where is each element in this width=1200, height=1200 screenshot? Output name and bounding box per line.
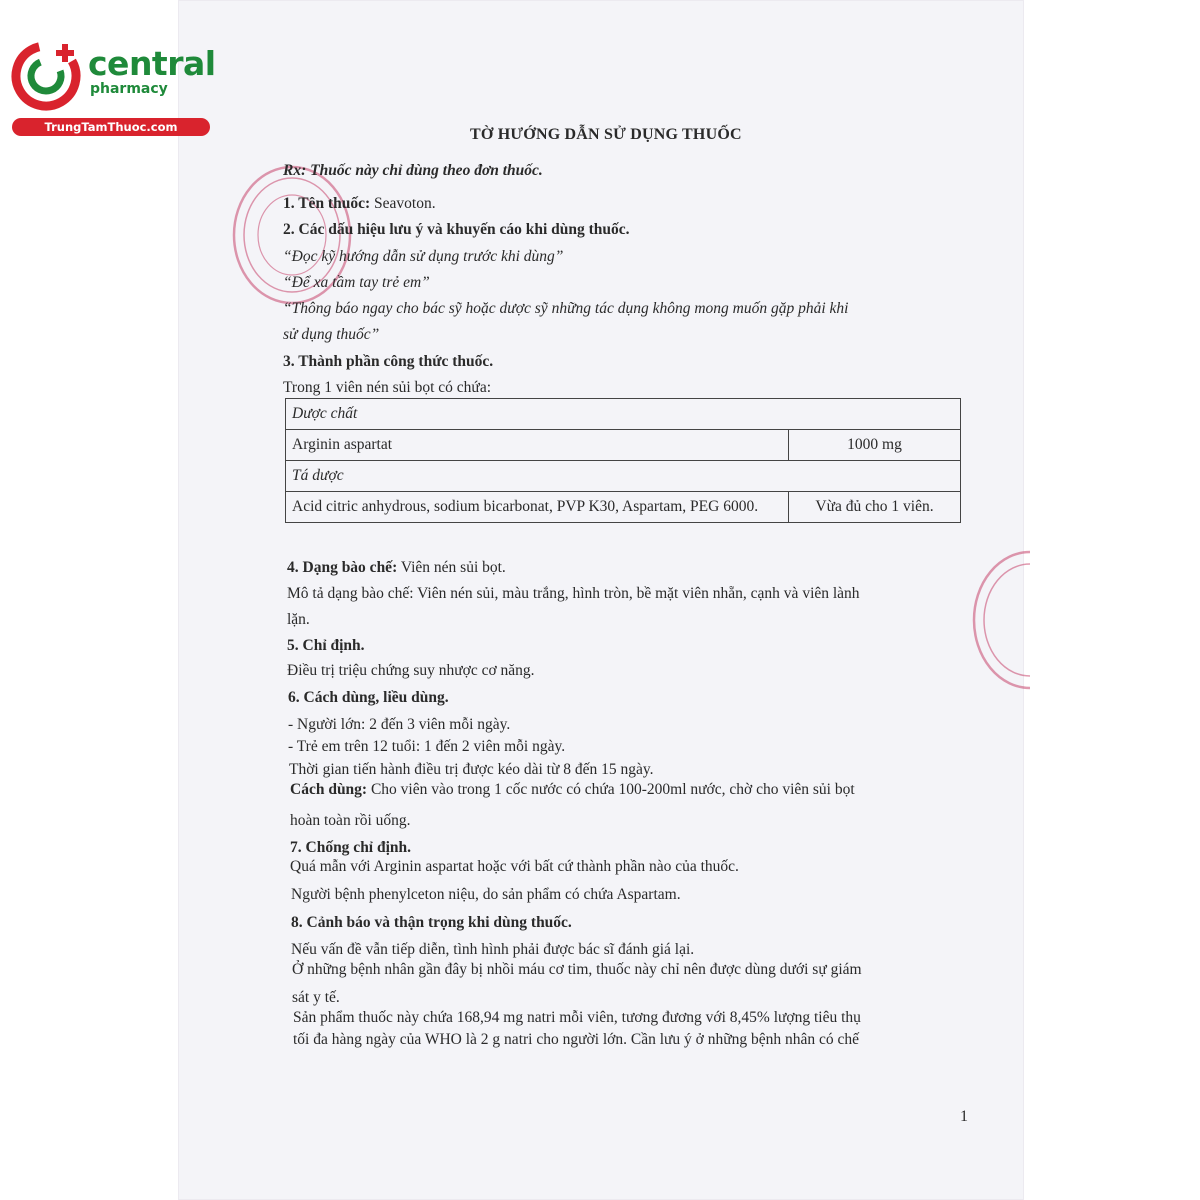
warning-quote-1: “Đọc kỹ hướng dẫn sử dụng trước khi dùng” (283, 248, 564, 265)
usage-text-a: Cho viên vào trong 1 cốc nước có chứa 100-200ml nước, chờ cho viên sủi bọt (367, 781, 855, 798)
warning-quote-3b: sử dụng thuốc” (283, 326, 380, 343)
excipient-amount: Vừa đủ cho 1 viên. (789, 492, 961, 523)
usage-label: Cách dùng: (290, 781, 368, 798)
central-pharmacy-logo[interactable] (10, 38, 216, 138)
excipient-name: Acid citric anhydrous, sodium bicarbonat, PVP K30, Aspartam, PEG 6000. (286, 492, 789, 523)
table-row (286, 399, 961, 430)
warning-2a: Ở những bệnh nhân gần đây bị nhồi máu cơ tim, thuốc này chỉ nên được dùng dưới sự giám (292, 961, 862, 978)
section-5-heading: 5. Chỉ định. (287, 637, 365, 654)
contraindication-2: Người bệnh phenylceton niệu, do sản phẩm có chứa Aspartam. (291, 886, 681, 903)
composition-table (285, 398, 961, 523)
rx-note: Rx: Thuốc này chỉ dùng theo đơn thuốc. (283, 162, 543, 179)
dosage-adult: - Người lớn: 2 đến 3 viên mỗi ngày. (288, 716, 511, 733)
section-3-intro: Trong 1 viên nén sủi bọt có chứa: (283, 379, 492, 396)
section-4-desc-a: Mô tả dạng bào chế: Viên nén sủi, màu trắng, hình tròn, bề mặt viên nhẵn, cạnh và viên lành (287, 585, 860, 602)
logo-brand: central (88, 44, 216, 83)
warning-3b: tối đa hàng ngày của WHO là 2 g natri cho người lớn. Cần lưu ý ở những bệnh nhân có chế (293, 1031, 860, 1048)
section-2-heading: 2. Các dấu hiệu lưu ý và khuyến cáo khi dùng thuốc. (283, 221, 630, 238)
warning-3a: Sản phẩm thuốc này chứa 168,94 mg natri mỗi viên, tương đương với 8,45% lượng tiêu thụ (293, 1009, 861, 1026)
logo-url[interactable]: TrungTamThuoc.com (12, 118, 210, 136)
section-6-heading: 6. Cách dùng, liều dùng. (288, 689, 449, 706)
section-1 (283, 195, 436, 213)
warning-quote-3a: “Thông báo ngay cho bác sỹ hoặc dược sỹ những tác dụng không mong muốn gặp phải khi (283, 300, 849, 317)
table-row (286, 492, 961, 523)
dosage-duration: Thời gian tiến hành điều trị được kéo dài từ 8 đến 15 ngày. (289, 761, 654, 778)
section-5-text: Điều trị triệu chứng suy nhược cơ năng. (287, 662, 535, 679)
warning-2b: sát y tế. (292, 989, 340, 1006)
usage-line-a (290, 781, 855, 799)
active-ingredient-header: Dược chất (286, 399, 961, 430)
pharmacy-cross-logo-icon (10, 38, 86, 114)
seal-stamp-right-icon (970, 545, 1030, 695)
warning-quote-2: “Để xa tầm tay trẻ em” (283, 274, 430, 291)
section-4-label: 4. Dạng bào chế: (287, 559, 398, 576)
contraindication-1: Quá mẫn với Arginin aspartat hoặc với bất cứ thành phần nào của thuốc. (290, 858, 739, 875)
active-ingredient-amount: 1000 mg (789, 430, 961, 461)
section-3-heading: 3. Thành phần công thức thuốc. (283, 353, 494, 370)
section-8-heading: 8. Cảnh báo và thận trọng khi dùng thuốc. (291, 914, 572, 931)
page-number: 1 (960, 1108, 968, 1125)
document-title: TỜ HƯỚNG DẪN SỬ DỤNG THUỐC (470, 126, 742, 143)
usage-line-b: hoàn toàn rồi uống. (290, 812, 411, 829)
section-1-value: Seavoton. (370, 195, 436, 212)
excipient-header: Tá dược (286, 461, 961, 492)
logo-sub: pharmacy (90, 81, 168, 97)
section-4 (287, 559, 506, 577)
warning-1: Nếu vấn đề vẫn tiếp diễn, tình hình phải được bác sĩ đánh giá lại. (291, 941, 695, 958)
dosage-child: - Trẻ em trên 12 tuổi: 1 đến 2 viên mỗi ngày. (288, 738, 566, 755)
section-4-desc-b: lặn. (287, 611, 310, 628)
section-7-heading: 7. Chống chỉ định. (290, 839, 412, 856)
section-1-label: 1. Tên thuốc: (283, 195, 371, 212)
table-row (286, 461, 961, 492)
table-row (286, 430, 961, 461)
active-ingredient-name: Arginin aspartat (286, 430, 789, 461)
section-4-value: Viên nén sủi bọt. (397, 559, 506, 576)
